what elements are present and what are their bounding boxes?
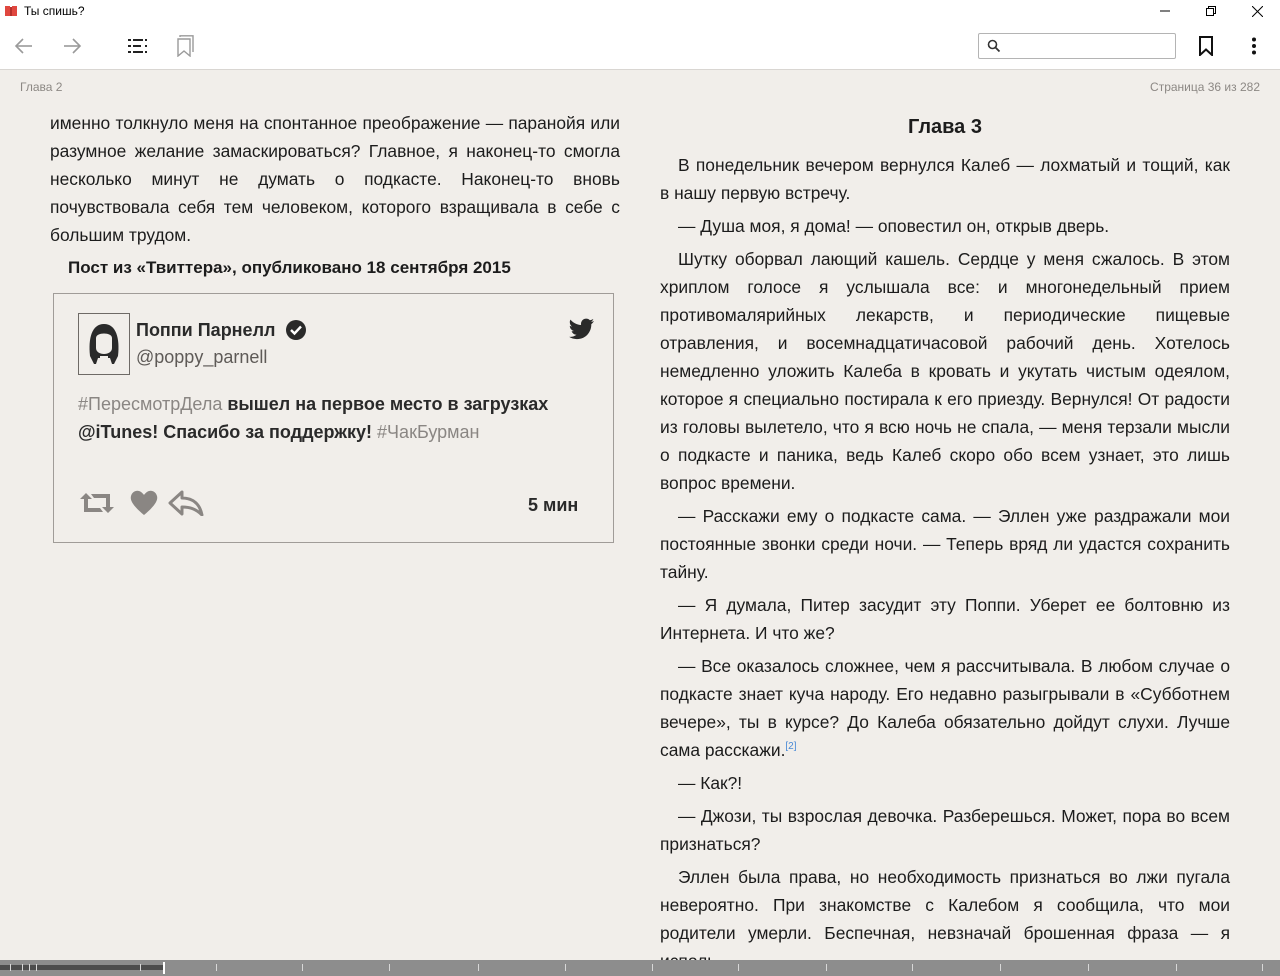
chapter-marker: [738, 964, 739, 971]
title-bar: [0, 0, 1280, 22]
close-icon: [1252, 6, 1263, 17]
window-title: Ты спишь?: [24, 4, 85, 18]
forward-button[interactable]: [60, 34, 84, 58]
page-counter: Страница 36 из 282: [1150, 80, 1260, 94]
reading-progress-bar[interactable]: [0, 960, 1280, 976]
back-icon: [14, 38, 34, 54]
paragraph: — Душа моя, я дома! — оповестил он, открыв дверь.: [678, 216, 1110, 236]
tweet-handle: @poppy_parnell: [136, 347, 268, 367]
search-field[interactable]: [978, 33, 1176, 59]
chapter-marker: [302, 964, 303, 971]
search-input[interactable]: [1005, 35, 1175, 57]
tweet-actions: [78, 490, 204, 516]
paragraph: — Джози, ты взрослая девочка. Разберешься. Может, пора во всем признаться?: [660, 806, 1230, 854]
back-button[interactable]: [12, 34, 36, 58]
tweet-author: [136, 319, 307, 341]
chapter-marker: [389, 964, 390, 971]
chapter-marker: [826, 964, 827, 971]
progress-thumb[interactable]: [163, 962, 165, 974]
restore-button[interactable]: [1188, 0, 1234, 22]
toolbar: [0, 22, 1280, 70]
bookmark-icon: [1198, 36, 1214, 56]
left-page: [50, 109, 620, 282]
paragraph: — Я думала, Питер засудит эту Поппи. Уберет ее болтовню из Интернета. И что же?: [660, 595, 1230, 643]
search-icon: [987, 39, 1001, 53]
chapter-marker: [22, 964, 23, 971]
paragraph: Эллен была права, но необходимость признаться во лжи пугала невероятно. При знакомстве с Калебом я сообщила, что мои родители умерли. Беспечная, невзначай брошенная фраза — я: [660, 867, 1230, 943]
chapter-marker: [29, 964, 30, 971]
avatar: [78, 313, 130, 375]
retweet-icon: [78, 491, 116, 515]
paragraph-text: — Все оказалось сложнее, чем я рассчитывала. В любом случае о подкасте знает куча народу. Его недавно разыгрывали в «Субботнем вечере», ты в курсе? До Калеба обязательно дойдут слухи. Лучше сама расскажи.: [660, 656, 1230, 760]
right-page: [660, 113, 1230, 976]
paragraph-with-footnote: [660, 652, 1230, 764]
forward-icon: [62, 38, 82, 54]
footnote-link[interactable]: [2]: [785, 741, 797, 753]
chapter-marker: [140, 964, 141, 971]
tweet-message: вышел на первое место в загрузках @iTunes! Спасибо за поддержку!: [78, 394, 549, 442]
paragraph: — Как?!: [678, 773, 743, 793]
chapter-title: Глава 3: [907, 116, 982, 138]
toc-icon: [128, 38, 148, 54]
chapter-marker: [1262, 964, 1263, 971]
chapter-marker: [1000, 964, 1001, 971]
chapter-marker: [216, 964, 217, 971]
chapter-marker: [912, 964, 913, 971]
more-icon: [1251, 37, 1257, 55]
paragraph: В понедельник вечером вернулся Калеб — лохматый и тощий, как в нашу первую встречу.: [660, 155, 1230, 203]
tweet-author-name: Поппи Парнелл: [136, 319, 276, 340]
twitter-bird-icon: [569, 318, 595, 345]
bookmarks-list-button[interactable]: [174, 34, 198, 58]
chapter-marker: [1176, 964, 1177, 971]
tweet-hashtag[interactable]: #ЧакБурман: [377, 422, 480, 442]
chapter-marker: [1088, 964, 1089, 971]
chapter-marker: [36, 964, 37, 971]
more-options-button[interactable]: [1242, 34, 1266, 58]
paragraph: Шутку оборвал лающий кашель. Сердце у меня сжалось. В этом хриплом голосе я услышала все: и многонедельный прием противомалярийных лекарств, и периодические пищевые отравления, и восемнадцатичасовой рабочий день. Хотелось немедленно уложить Калеба в кровать и укутать чистым одеялом, которое я специально постирала к его приезду. Вернулся! От радости из головы вылетело, что я всю ночь не спала, — меня терзали мысли о подкасте и паника, ведь Калеб скоро обо всем узнает, это лишь вопрос времени.: [660, 249, 1230, 493]
like-heart-icon: [130, 490, 158, 516]
post-heading: Пост из «Твиттера», опубликовано 18 сентября 2015: [68, 258, 511, 277]
chapter-label: Глава 2: [20, 80, 63, 94]
paragraph: именно толкнуло меня на спонтанное преображение — паранойя или разумное желание замаскироваться? Главное, я наконец-то смогла несколько минут не думать о подкасте. Наконец-то вновь почувствовала себя тем человеком, которого взращивала в себе с большим трудом.: [50, 113, 620, 245]
verified-badge-icon: [285, 319, 307, 341]
tweet-hashtag[interactable]: #ПересмотрДела: [78, 394, 223, 414]
paragraph: — Расскажи ему о подкасте сама. — Эллен уже раздражали мои постоянные звонки среди ночи. — Теперь вряд ли удастся сохранить тайну.: [660, 506, 1230, 582]
chapter-marker: [565, 964, 566, 971]
avatar-silhouette-icon: [84, 318, 124, 370]
reader-view[interactable]: [0, 71, 1280, 960]
minimize-icon: [1160, 6, 1170, 16]
close-button[interactable]: [1234, 0, 1280, 22]
tweet-time: 5 мин: [528, 495, 579, 515]
add-bookmark-button[interactable]: [1194, 34, 1218, 58]
restore-icon: [1206, 6, 1216, 16]
tweet-card: [53, 293, 614, 543]
reply-icon: [168, 490, 204, 516]
chapter-marker: [478, 964, 479, 971]
table-of-contents-button[interactable]: [126, 34, 150, 58]
app-book-icon: [4, 4, 20, 18]
tweet-text: [78, 390, 598, 446]
minimize-button[interactable]: [1142, 0, 1188, 22]
bookmarks-icon: [176, 35, 196, 57]
chapter-marker: [10, 964, 11, 971]
chapter-marker: [652, 964, 653, 971]
